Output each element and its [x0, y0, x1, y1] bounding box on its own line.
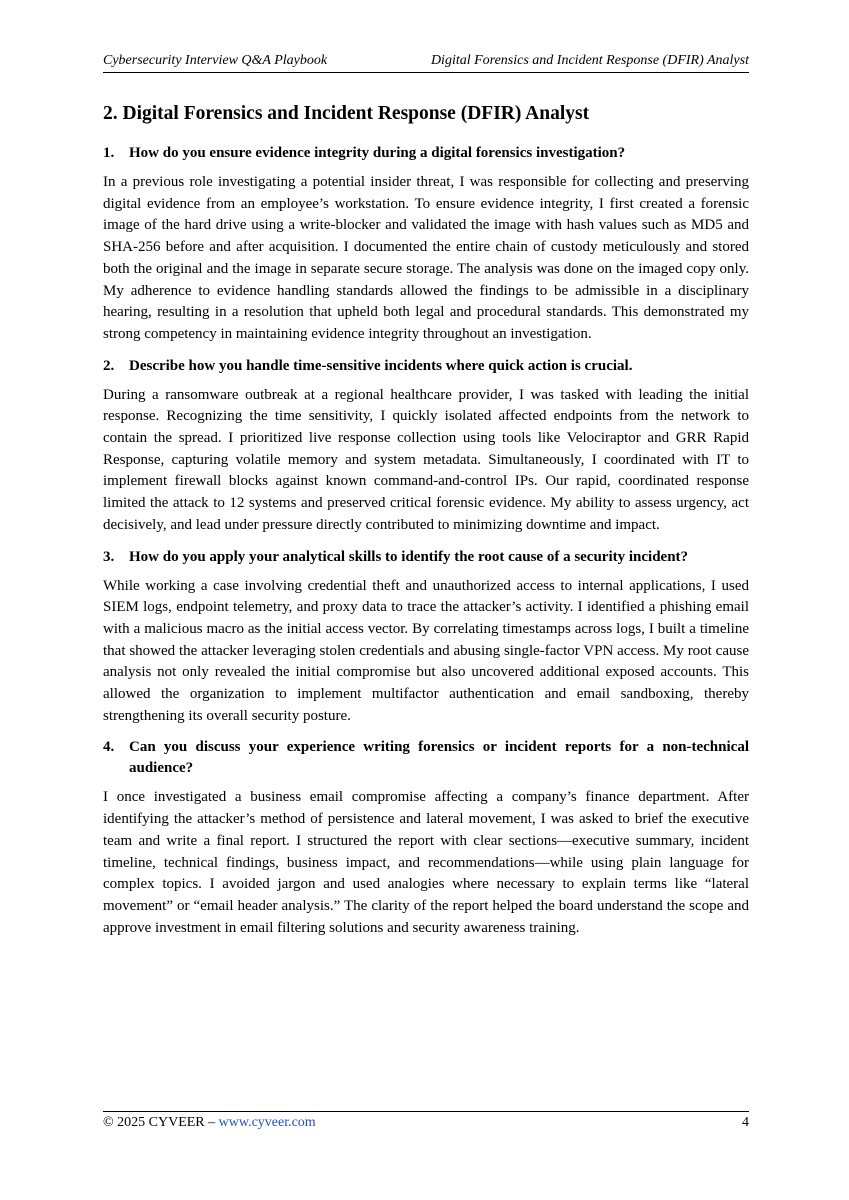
question-1	[103, 143, 749, 164]
question-2	[103, 356, 749, 377]
page-number: 4	[742, 1115, 749, 1130]
question-number: 3.	[103, 548, 115, 565]
qa-block-3	[103, 547, 749, 728]
footer-website-link[interactable]: www.cyveer.com	[218, 1115, 316, 1130]
qa-block-4	[103, 737, 749, 939]
question-3	[103, 547, 749, 568]
question-text: How do you apply your analytical skills to identify the root cause of a security incident?	[129, 548, 689, 565]
question-text: Describe how you handle time-sensitive incidents where quick action is crucial.	[129, 357, 633, 374]
question-text: Can you discuss your experience writing forensics or incident reports for a non-technical audience?	[129, 739, 749, 777]
footer-copyright-text: © 2025 CYVEER –	[103, 1115, 219, 1130]
main-content	[103, 101, 749, 949]
header-chapter-title: Digital Forensics and Incident Response (DFIR) Analyst	[430, 53, 749, 68]
running-footer	[103, 1111, 749, 1131]
answer-1: In a previous role investigating a potential insider threat, I was responsible for collecting and preserving digital evidence from an employee’s workstation. To ensure evidence integrity, I first created a forensic image of the hard drive using a write-blocker and validated the image with hash values such as MD5 and SHA-256 before and after acquisition. I documented the entire chain of custody meticulously and stored both the original and the image in separate secure storage. The analysis was done on the imaged copy only. My adherence to evidence handling standards allowed the findings to be admissible in a disciplinary hearing, resulting in a resolution that upheld both legal and procedural standards. This demonstrated my strong competency in maintaining evidence integrity throughout an investigation.	[103, 174, 749, 342]
question-4	[103, 737, 749, 779]
section-title: 2. Digital Forensics and Incident Response (DFIR) Analyst	[103, 103, 590, 124]
question-text: How do you ensure evidence integrity during a digital forensics investigation?	[129, 145, 626, 161]
running-header	[103, 51, 749, 73]
qa-block-1	[103, 143, 749, 346]
answer-2: During a ransomware outbreak at a regional healthcare provider, I was tasked with leading the initial response. Recognizing the time sensitivity, I quickly isolated affected endpoints from the network to contain the spread. I prioritized live response collection using tools like Velociraptor and GRR Rapid Response, capturing volatile memory and system metadata. Simultaneously, I coordinated with IT to implement firewall blocks against known command-and-control IPs. Our rapid, coordinated response limited the attack to 12 systems and preserved critical forensic evidence. My ability to assess urgency, act decisively, and lead under pressure directly contributed to minimizing downtime and impact.	[103, 386, 749, 533]
question-number: 1.	[103, 145, 115, 161]
header-book-title: Cybersecurity Interview Q&A Playbook	[103, 53, 328, 68]
qa-block-2	[103, 356, 749, 537]
footer-copyright	[103, 1115, 316, 1131]
question-number: 4.	[103, 739, 115, 756]
answer-4: I once investigated a business email compromise affecting a company’s finance department. After identifying the attacker’s method of persistence and lateral movement, I was asked to brief the executive team and write a final report. I structured the report with clear sections—executive summary, incident timeline, technical findings, business impact, and recommendations—while using plain language for complex topics. I avoided jargon and used analogies where necessary to explain terms like “lateral movement” or “email header analysis.” The clarity of the report helped the board understand the scope and approve investment in email filtering solutions and security awareness training.	[103, 789, 749, 936]
question-number: 2.	[103, 357, 115, 374]
answer-3: While working a case involving credential theft and unauthorized access to internal applications, I used SIEM logs, endpoint telemetry, and proxy data to trace the attacker’s activity. I identified a phishing email with a malicious macro as the initial access vector. By correlating timestamps across logs, I built a timeline that showed the attacker leveraging stolen credentials and abusing single-factor VPN access. My root cause analysis not only revealed the initial compromise but also uncovered additional exposed accounts. This allowed the organization to implement multifactor authentication and email sandboxing, thereby strengthening its overall security posture.	[103, 577, 749, 724]
